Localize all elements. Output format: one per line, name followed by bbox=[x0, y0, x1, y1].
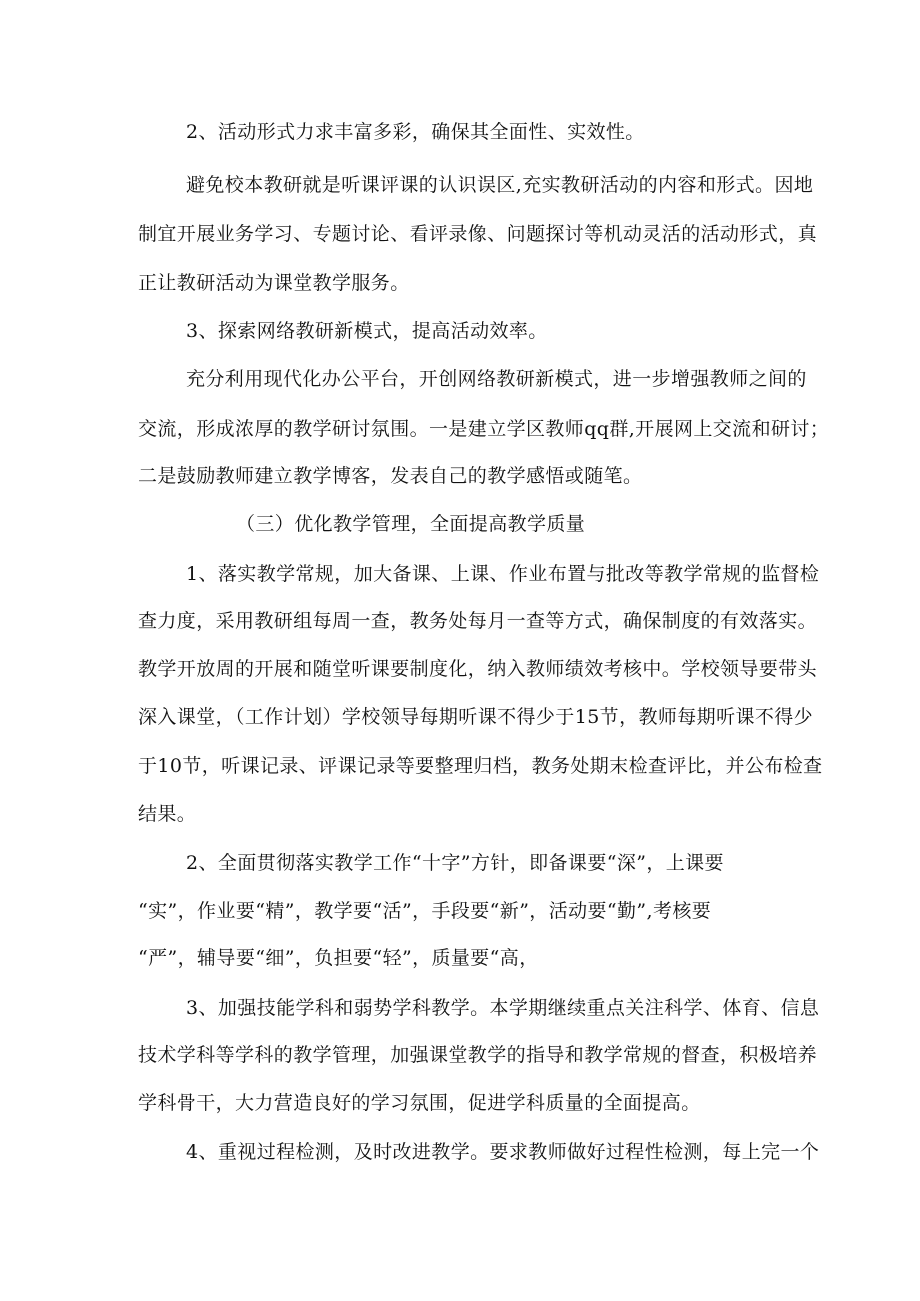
text-line: 深入课堂，（工作计划）学校领导每期听课不得少于15节，教师每期听课不得少 bbox=[138, 706, 814, 728]
text-line: 3、探索网络教研新模式，提高活动效率。 bbox=[186, 320, 548, 342]
text-line: 充分利用现代化办公平台，开创网络教研新模式，进一步增强教师之间的 bbox=[186, 368, 807, 390]
text-line: 于10节，听课记录、评课记录等要整理归档，教务处期末检查评比，并公布检查 bbox=[138, 755, 823, 777]
text-line: 3、加强技能学科和弱势学科教学。本学期继续重点关注科学、体育、信息 bbox=[186, 997, 820, 1019]
text-line: 避免校本教研就是听课评课的认识误区,充实教研活动的内容和形式。因地 bbox=[186, 174, 814, 196]
text-line: 查力度，采用教研组每周一查，教务处每月一查等方式，确保制度的有效落实。 bbox=[138, 610, 818, 632]
text-line: 学科骨干，大力营造良好的学习氛围，促进学科质量的全面提高。 bbox=[138, 1092, 701, 1114]
text-line: 教学开放周的开展和随堂听课要制度化，纳入教师绩效考核中。学校领导要带头 bbox=[138, 658, 818, 680]
text-line: 技术学科等学科的教学管理，加强课堂教学的指导和教学常规的督查，积极培养 bbox=[138, 1044, 818, 1066]
text-line: 交流，形成浓厚的教学研讨氛围。一是建立学区教师qq群,开展网上交流和研讨； bbox=[138, 418, 830, 440]
text-line: “严”，辅导要“细”，负担要“轻”，质量要“高， bbox=[138, 947, 539, 969]
text-line: 正让教研活动为课堂教学服务。 bbox=[138, 272, 410, 294]
text-line: 2、活动形式力求丰富多彩，确保其全面性、实效性。 bbox=[186, 121, 645, 143]
text-line: 4、重视过程检测，及时改进教学。要求教师做好过程性检测，每上完一个 bbox=[186, 1141, 820, 1163]
text-line: 制宜开展业务学习、专题讨论、看评录像、问题探讨等机动灵活的活动形式，真 bbox=[138, 223, 818, 245]
text-line: 1、落实教学常规，加大备课、上课、作业布置与批改等教学常规的监督检 bbox=[186, 563, 820, 585]
text-line: 结果。 bbox=[138, 803, 197, 825]
text-line: “实”，作业要“精”，教学要“活”，手段要“新”，活动要“勤”,考核要 bbox=[138, 900, 712, 922]
section-heading: （三）优化教学管理，全面提高教学质量 bbox=[236, 513, 586, 535]
text-line: 二是鼓励教师建立教学博客，发表自己的教学感悟或随笔。 bbox=[138, 465, 643, 487]
text-line: 2、全面贯彻落实教学工作“十字”方针，即备课要“深”，上课要 bbox=[186, 852, 724, 874]
